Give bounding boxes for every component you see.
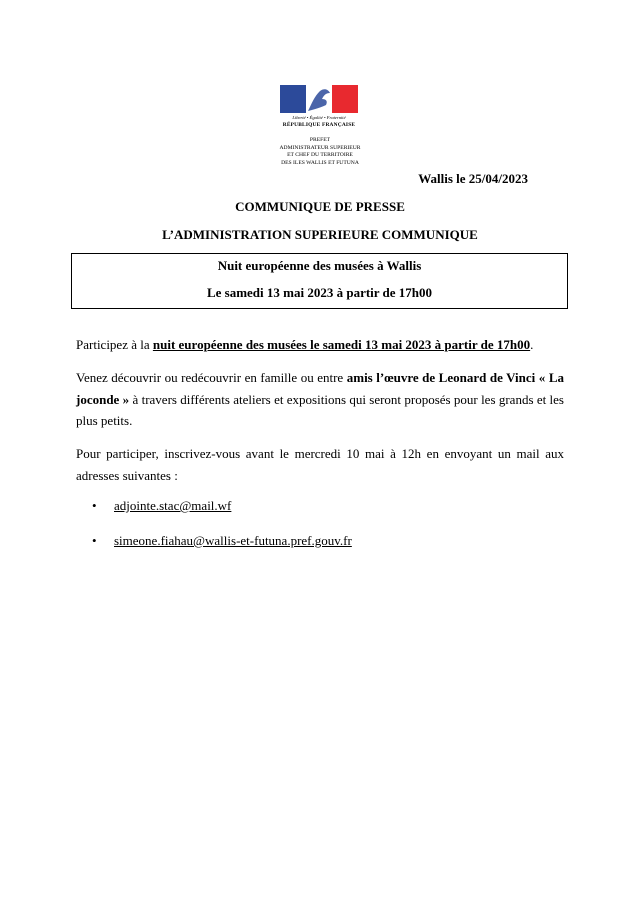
motto-text: Liberté • Égalité • Fraternité xyxy=(292,115,346,120)
event-date: Le samedi 13 mai 2023 à partir de 17h00 xyxy=(206,285,433,300)
event-highlight: nuit européenne des musées le samedi 13 mai 2023 à partir de 17h00 xyxy=(152,337,531,352)
paragraph-invitation xyxy=(76,334,564,356)
email-link[interactable]: adjointe.stac@mail.wf xyxy=(114,498,232,513)
paragraph-text: Venez découvrir ou redécouvrir en famille ou entre xyxy=(76,370,347,385)
date-line: Wallis le 25/04/2023 xyxy=(418,171,528,186)
paragraph-registration: Pour participer, inscrivez-vous avant le mercredi 10 mai à 12h en envoyant un mail aux adresses suivantes : xyxy=(76,446,564,483)
event-box xyxy=(71,253,568,309)
prefet-line: ADMINISTRATEUR SUPERIEUR xyxy=(279,144,361,151)
paragraph-text: Participez à la xyxy=(76,337,153,352)
artwork-highlight: amis l’œuvre de Leonard de Vinci « La joconde » xyxy=(76,370,564,407)
prefet-block xyxy=(260,137,380,167)
event-name: Nuit européenne des musées à Wallis xyxy=(217,258,422,273)
bullet-icon: • xyxy=(92,533,97,548)
bullet-icon: • xyxy=(92,498,97,513)
email-link[interactable]: simeone.fiahau@wallis-et-futuna.pref.gouv.fr xyxy=(114,533,352,548)
paragraph-description xyxy=(76,367,564,432)
prefet-line: DES ILES WALLIS ET FUTUNA xyxy=(281,159,359,166)
republic-text: RÉPUBLIQUE FRANÇAISE xyxy=(282,122,356,128)
prefet-line: PREFET xyxy=(309,137,331,143)
french-flag-icon xyxy=(280,85,358,113)
page-title: COMMUNIQUE DE PRESSE xyxy=(235,199,405,214)
page-subtitle: L’ADMINISTRATION SUPERIEURE COMMUNIQUE xyxy=(162,227,478,242)
paragraph-text: . xyxy=(530,337,534,352)
prefet-line: ET CHEF DU TERRITOIRE xyxy=(287,152,353,159)
paragraph-text: à travers différents ateliers et expositions qui seront proposés pour les grands et les plus petits. xyxy=(76,391,564,428)
marianne-logo xyxy=(280,85,358,128)
